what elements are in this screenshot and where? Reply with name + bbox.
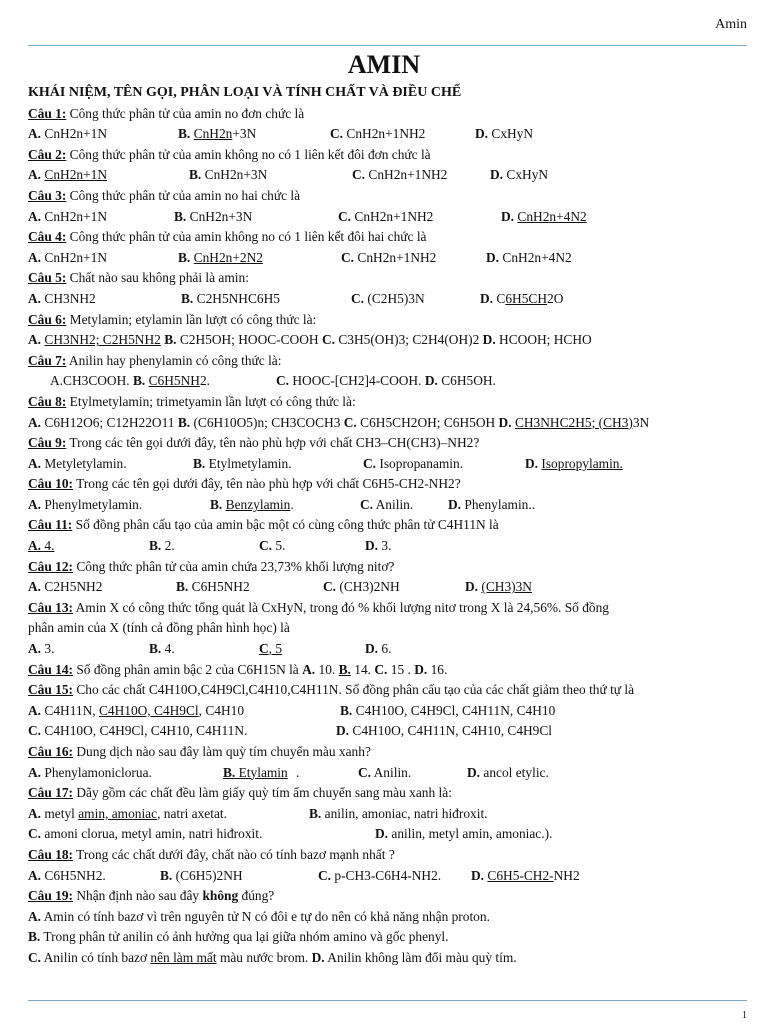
answer-row bbox=[28, 289, 748, 310]
option-text: , C4H10 bbox=[198, 702, 245, 718]
answer-row bbox=[28, 165, 748, 186]
option-letter: C. bbox=[28, 949, 42, 965]
question-number: Câu 4: bbox=[28, 229, 67, 245]
option-text: nên làm mất bbox=[150, 949, 217, 965]
option-text: CH3NH2; C2H5NH2 bbox=[44, 332, 161, 348]
option-letter: C. bbox=[374, 661, 388, 677]
answer-row bbox=[28, 330, 748, 351]
option-text: anilin, metyl amin, amoniac.). bbox=[391, 826, 553, 842]
option-letter: B. bbox=[309, 805, 322, 821]
question-text: Công thức phân tử của amin chứa 23,73% khối lượng nitơ? bbox=[73, 558, 395, 574]
option-text: CnH2n+1N bbox=[44, 249, 107, 265]
option-text: 5. bbox=[275, 538, 286, 554]
option-text: Anilin có tính bazơ bbox=[43, 949, 151, 965]
option-letter: D. bbox=[471, 867, 485, 883]
option-letter: B. bbox=[149, 538, 162, 554]
answer-row bbox=[28, 124, 748, 145]
option-text: Isopropylamin. bbox=[541, 455, 623, 471]
question-text: Nhận định nào sau đây bbox=[73, 888, 203, 904]
option-letter: A bbox=[50, 373, 60, 389]
question-text: Chất nào sau không phải là amin: bbox=[66, 270, 249, 286]
option-text: Anilin. bbox=[373, 764, 412, 780]
footer-divider bbox=[28, 1000, 747, 1001]
option-letter: B. bbox=[223, 764, 236, 780]
option-letter: B. bbox=[178, 126, 191, 142]
option-text: C2H5NH2 bbox=[44, 579, 103, 595]
option-text: C6H5-CH2- bbox=[487, 867, 554, 883]
option-text: 14. bbox=[354, 661, 371, 677]
option-letter: C. bbox=[259, 538, 273, 554]
answer-row bbox=[28, 721, 748, 742]
option-text: 2O bbox=[547, 290, 564, 306]
option-text: . bbox=[296, 764, 300, 780]
option-letter: A. bbox=[28, 167, 42, 183]
option-letter: C. bbox=[330, 126, 344, 142]
option-text: CxHyN bbox=[491, 126, 534, 142]
option-letter: C bbox=[259, 641, 269, 657]
option-text: (C2H5)3N bbox=[367, 290, 425, 306]
question-text: Etylmetylamin; trimetyamin lần lượt có công thức là: bbox=[66, 393, 356, 409]
option-letter: A. bbox=[28, 908, 42, 924]
option-letter: B. bbox=[189, 167, 202, 183]
option-letter: A. bbox=[302, 661, 316, 677]
option-text: Phenylamin.. bbox=[464, 496, 536, 512]
option-letter: C. bbox=[276, 373, 290, 389]
page-title: AMIN bbox=[347, 50, 421, 79]
option-text: C4H10O, C4H9Cl, C4H11N, C4H10 bbox=[355, 702, 556, 718]
option-letter: B. bbox=[177, 414, 191, 430]
option-letter: D. bbox=[467, 764, 481, 780]
option-letter: B. bbox=[132, 373, 146, 389]
option-text: CnH2n+3N bbox=[204, 167, 268, 183]
question-text: Trong các tên gọi dưới đây, tên nào phù hợp với chất C6H5-CH2-NH2? bbox=[73, 476, 461, 492]
option-text: C4H10O, C4H9Cl, C4H10, C4H11N. bbox=[44, 723, 248, 739]
answer-row bbox=[28, 701, 748, 722]
question-text: Dung dịch nào sau đây làm quỳ tím chuyển màu xanh? bbox=[73, 744, 371, 759]
option-letter: D. bbox=[424, 373, 438, 389]
option-letter: A. bbox=[28, 496, 42, 512]
question bbox=[28, 474, 748, 495]
question-text: Công thức phân tử của amin không no có 1 liên kết đôi hai chức là bbox=[66, 229, 427, 245]
option-letter: D. bbox=[498, 414, 512, 430]
option-text: HCOOH; HCHO bbox=[499, 332, 592, 348]
question-text: Số đồng phân cấu tạo của amin bậc một có cùng công thức phân tử C4H11N là bbox=[72, 517, 499, 533]
question-number: Câu 5: bbox=[28, 270, 67, 286]
question bbox=[28, 351, 748, 372]
question-text: Anilin hay phenylamin có công thức là: bbox=[66, 352, 282, 368]
option-text: Phenylmetylamin. bbox=[44, 496, 143, 512]
answer-row bbox=[28, 824, 748, 845]
option-letter: B. bbox=[181, 290, 194, 306]
option-text: 3. bbox=[44, 641, 55, 657]
option-text: C2H5NHC6H5 bbox=[196, 290, 280, 306]
option-letter: D. bbox=[365, 641, 379, 657]
question bbox=[28, 186, 748, 207]
question bbox=[28, 145, 748, 166]
option-letter: D. bbox=[414, 661, 428, 677]
option-letter: C. bbox=[28, 826, 42, 842]
question bbox=[28, 845, 748, 866]
option-text: C3H5(OH)3; C2H4(OH)2 bbox=[338, 332, 480, 348]
option-letter: B. bbox=[178, 249, 191, 265]
question-number: Câu 11: bbox=[28, 517, 73, 533]
question-text: Amin X có công thức tổng quát là CxHyN, trong đó % khối lượng nitơ trong X là 24,56%. Số đồng bbox=[73, 599, 610, 615]
option-letter: B. bbox=[340, 702, 353, 718]
question bbox=[28, 886, 748, 907]
question-continuation: phân amin của X (tính cả đồng phân hình học) là bbox=[28, 620, 290, 636]
question-text: Metylamin; etylamin lần lượt có công thức là: bbox=[66, 311, 317, 327]
option-text: C bbox=[496, 290, 506, 306]
answer-row bbox=[28, 577, 748, 598]
option-letter: D. bbox=[375, 826, 389, 842]
option-letter: A. bbox=[28, 290, 42, 306]
option-letter: B. bbox=[176, 579, 189, 595]
option-text: . bbox=[290, 496, 294, 512]
option-letter: C. bbox=[352, 167, 366, 183]
question bbox=[28, 783, 748, 804]
option-text: metyl bbox=[44, 805, 79, 821]
question-text: Công thức phân tử của amin no hai chức là bbox=[66, 187, 301, 203]
option-text: 2. bbox=[164, 538, 175, 554]
option-letter: D. bbox=[475, 126, 489, 142]
question bbox=[28, 392, 748, 413]
option-text: +3N bbox=[232, 126, 257, 142]
option-text: (CH3)3N bbox=[481, 579, 532, 595]
option-text: CnH2n+1NH2 bbox=[346, 126, 426, 142]
question-number: Câu 3: bbox=[28, 187, 67, 203]
question-number: Câu 6: bbox=[28, 311, 67, 327]
option-letter: D. bbox=[490, 167, 504, 183]
option-text: CnH2n+1N bbox=[44, 208, 107, 224]
option-text: 10. bbox=[318, 661, 336, 677]
option-letter: A. bbox=[28, 641, 42, 657]
option-letter: D. bbox=[448, 496, 462, 512]
option-text: C6H12O6; C12H22O11 bbox=[44, 414, 175, 430]
option-text: CH3NHC2H5; (CH3) bbox=[514, 414, 633, 430]
option-text: (C6H10O5)n; CH3COCH3 bbox=[193, 414, 341, 430]
page-number: 1 bbox=[742, 1010, 747, 1021]
option-text: (CH3)2NH bbox=[339, 579, 400, 595]
question-number: Câu 15: bbox=[28, 682, 74, 698]
option-letter: A. bbox=[28, 332, 42, 348]
option-letter: B. bbox=[28, 929, 41, 945]
option-text: CnH2n bbox=[193, 126, 233, 142]
option-letter: A. bbox=[28, 764, 42, 780]
question bbox=[28, 680, 748, 701]
option-letter: D. bbox=[480, 290, 494, 306]
option-letter: B. bbox=[149, 641, 162, 657]
option-text: HOOC-[CH2]4-COOH. bbox=[292, 373, 422, 389]
option-text: Phenylamoniclorua. bbox=[44, 764, 152, 780]
option-text: 3N bbox=[632, 414, 650, 430]
answer-row bbox=[28, 948, 748, 969]
question-text: Trong các chất dưới đây, chất nào có tính bazơ mạnh nhất ? bbox=[73, 846, 395, 862]
answer-row bbox=[28, 804, 748, 825]
option-text: amin, amoniac bbox=[78, 805, 158, 821]
option-letter: A. bbox=[28, 538, 42, 554]
question-number: Câu 1: bbox=[28, 105, 67, 121]
question-text: Công thức phân tử của amin không no có 1 liên kết đôi đơn chức là bbox=[66, 146, 431, 162]
option-letter: D. bbox=[365, 538, 379, 554]
section-heading: KHÁI NIỆM, TÊN GỌI, PHÂN LOẠI VÀ TÍNH CHẤT VÀ ĐIỀU CHẾ bbox=[28, 85, 462, 100]
question bbox=[28, 742, 748, 763]
question-number: Câu 7: bbox=[28, 352, 67, 368]
question-text: Công thức phân tử của amin no đơn chức là bbox=[66, 105, 305, 121]
option-text: 2. bbox=[199, 373, 210, 389]
option-text: màu nước brom. bbox=[216, 949, 312, 965]
option-letter: C. bbox=[338, 208, 352, 224]
question bbox=[28, 515, 748, 536]
question bbox=[28, 104, 748, 125]
question-number: Câu 12: bbox=[28, 558, 74, 574]
option-letter: D. bbox=[311, 949, 325, 965]
option-text: 4. bbox=[164, 641, 175, 657]
answer-row bbox=[28, 763, 748, 784]
option-letter: A. bbox=[28, 579, 42, 595]
option-letter: D. bbox=[525, 455, 539, 471]
answer-row bbox=[28, 907, 748, 928]
question-emphasis: không bbox=[202, 888, 239, 904]
question bbox=[28, 433, 748, 454]
question-number: Câu 9: bbox=[28, 435, 67, 451]
option-letter: C. bbox=[351, 290, 365, 306]
option-letter: C. bbox=[343, 414, 357, 430]
option-letter: A. bbox=[28, 805, 42, 821]
header-divider bbox=[28, 45, 747, 46]
option-text: 15 . bbox=[390, 661, 411, 677]
option-letter: D. bbox=[482, 332, 496, 348]
question-number: Câu 2: bbox=[28, 146, 67, 162]
option-text: (C6H5)2NH bbox=[175, 867, 243, 883]
option-letter: A. bbox=[28, 702, 42, 718]
option-text: C4H10O, C4H11N, C4H10, C4H9Cl bbox=[352, 723, 553, 739]
option-text: 3. bbox=[381, 538, 392, 554]
answer-row bbox=[28, 454, 748, 475]
answer-row bbox=[28, 248, 748, 269]
option-text: CnH2n+1NH2 bbox=[357, 249, 437, 265]
question-number: Câu 19: bbox=[28, 888, 74, 904]
option-text: CH3NH2 bbox=[44, 290, 96, 306]
option-letter: B. bbox=[210, 496, 223, 512]
answer-row: A. 3. B. 4. C, 5 D. 6. bbox=[28, 641, 392, 657]
option-text: Amin có tính bazơ vì trên nguyên tử N có đôi e tự do nên có khả năng nhận proton. bbox=[43, 908, 490, 924]
option-letter: B. bbox=[338, 661, 351, 677]
answer-row bbox=[28, 371, 748, 392]
option-letter: C. bbox=[318, 867, 332, 883]
question-text: Cho các chất C4H10O,C4H9Cl,C4H10,C4H11N. Số đồng phân cấu tạo của các chất giảm theo thứ tự là bbox=[73, 682, 635, 698]
option-letter: C. bbox=[363, 455, 377, 471]
option-text: Anilin. bbox=[375, 496, 414, 512]
option-text: C6H5NH2 bbox=[191, 579, 250, 595]
option-text: C6H5NH2. bbox=[44, 867, 106, 883]
option-text: Anilin không làm đổi màu quỳ tím. bbox=[327, 949, 517, 965]
answer-row bbox=[28, 207, 748, 228]
question-text: Số đồng phân amin bậc 2 của C6H15N là bbox=[73, 661, 303, 677]
question bbox=[28, 557, 748, 578]
question-number: Câu 13: bbox=[28, 599, 74, 615]
option-letter: C. bbox=[321, 332, 335, 348]
option-text: Trong phân tử anilin có ảnh hưởng qua lại giữa nhóm amino và gốc phenyl. bbox=[43, 929, 449, 945]
option-letter: D. bbox=[501, 208, 515, 224]
question bbox=[28, 310, 748, 331]
option-letter: A. bbox=[28, 867, 42, 883]
option-text: Etylmetylamin. bbox=[208, 455, 292, 471]
answer-row bbox=[28, 413, 748, 434]
option-text: CnH2n+1N bbox=[44, 126, 107, 142]
option-text: 6H5CH bbox=[505, 290, 547, 306]
option-letter: B. bbox=[174, 208, 187, 224]
answer-row bbox=[28, 927, 748, 948]
option-text: anilin, amoniac, natri hiđroxit. bbox=[324, 805, 488, 821]
option-text: NH2 bbox=[553, 867, 580, 883]
option-text: .CH3COOH. bbox=[59, 373, 130, 389]
option-text: CnH2n+1N bbox=[44, 167, 107, 183]
option-text: CnH2n+2N2 bbox=[193, 249, 263, 265]
option-letter: C. bbox=[358, 764, 372, 780]
option-text: , natri axetat. bbox=[157, 805, 227, 821]
question bbox=[28, 598, 748, 619]
option-letter: B. bbox=[160, 867, 173, 883]
option-letter: A. bbox=[28, 249, 42, 265]
question-text: Dãy gồm các chất đều làm giấy quỳ tím ẩm chuyển sang màu xanh là: bbox=[73, 785, 452, 801]
header-title: Amin bbox=[715, 17, 747, 32]
option-text: Metyletylamin. bbox=[44, 455, 127, 471]
option-text: Etylamin bbox=[235, 764, 288, 780]
question-number: Câu 18: bbox=[28, 846, 74, 862]
question bbox=[28, 660, 748, 681]
option-text: CnH2n+3N bbox=[189, 208, 253, 224]
option-letter: C. bbox=[323, 579, 337, 595]
option-text: CnH2n+4N2 bbox=[517, 208, 587, 224]
option-letter: A. bbox=[28, 126, 42, 142]
option-letter: C. bbox=[360, 496, 374, 512]
option-text: C6H5NH bbox=[148, 373, 200, 389]
option-text: 4. bbox=[44, 538, 55, 554]
answer-row bbox=[28, 866, 748, 887]
question-number: Câu 8: bbox=[28, 393, 67, 409]
option-letter: D. bbox=[465, 579, 479, 595]
option-text: C6H5CH2OH; C6H5OH bbox=[360, 414, 496, 430]
question-list bbox=[28, 83, 748, 969]
option-letter: A. bbox=[28, 455, 42, 471]
option-letter: C. bbox=[28, 723, 42, 739]
question-number: Câu 14: bbox=[28, 661, 74, 677]
question-number: Câu 17: bbox=[28, 785, 74, 801]
option-text: Isopropanamin. bbox=[379, 455, 464, 471]
option-text: C6H5OH. bbox=[441, 373, 496, 389]
option-letter: D. bbox=[486, 249, 500, 265]
option-text: Benzylamin bbox=[225, 496, 291, 512]
question-number: Câu 16: bbox=[28, 744, 74, 759]
option-letter: B. bbox=[193, 455, 206, 471]
question-number: Câu 10: bbox=[28, 476, 74, 492]
option-letter: A. bbox=[28, 208, 42, 224]
option-text: C4H11N, bbox=[44, 702, 99, 718]
option-text: CnH2n+1NH2 bbox=[354, 208, 434, 224]
option-text: C2H5OH; HOOC-COOH bbox=[179, 332, 319, 348]
option-text: 6. bbox=[381, 641, 392, 657]
option-text: C4H10O, C4H9Cl bbox=[98, 702, 199, 718]
option-text: ancol etylic. bbox=[483, 764, 549, 780]
option-letter: C. bbox=[341, 249, 355, 265]
option-text: p-CH3-C6H4-NH2. bbox=[334, 867, 442, 883]
option-letter: A. bbox=[28, 414, 42, 430]
option-text: CnH2n+4N2 bbox=[502, 249, 572, 265]
option-letter: B. bbox=[164, 332, 177, 348]
question bbox=[28, 227, 748, 248]
question-text: đúng? bbox=[238, 888, 275, 904]
option-text: CnH2n+1NH2 bbox=[368, 167, 448, 183]
question bbox=[28, 268, 748, 289]
answer-row bbox=[28, 495, 748, 516]
option-text: 16. bbox=[430, 661, 448, 677]
option-letter: D. bbox=[336, 723, 350, 739]
option-text: CxHyN bbox=[506, 167, 549, 183]
answer-row bbox=[28, 536, 748, 557]
option-text: 5 bbox=[275, 641, 283, 657]
question-text: Trong các tên gọi dưới đây, tên nào phù hợp với chất CH3–CH(CH3)–NH2? bbox=[66, 435, 480, 451]
option-text: amoni clorua, metyl amin, natri hiđroxit. bbox=[44, 826, 263, 842]
